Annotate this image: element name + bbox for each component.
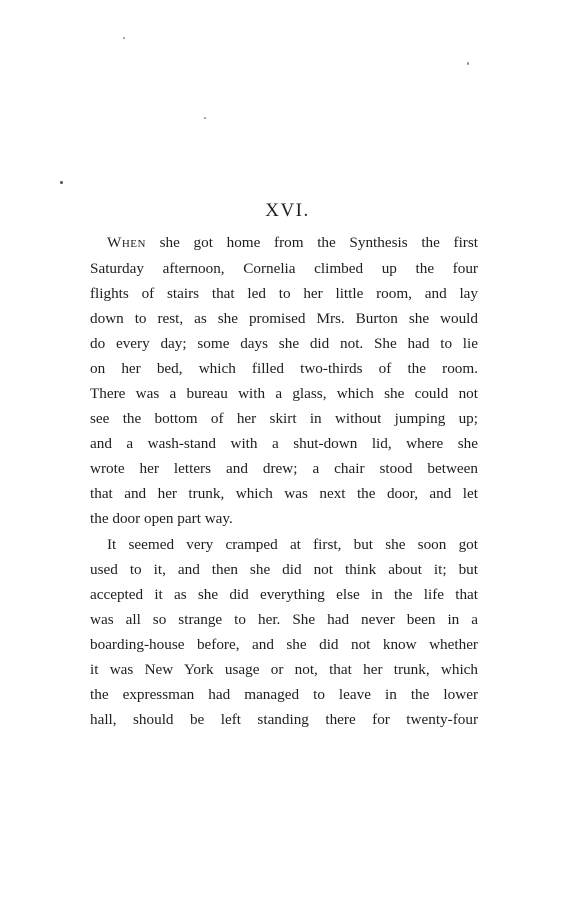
text-line: There was a bureau with a glass, which she could not [90, 385, 478, 402]
scan-speck [467, 62, 469, 65]
text-line: was all so strange to her. She had never been in a [90, 611, 478, 628]
text-line: Saturday afternoon, Cornelia climbed up the four [90, 260, 478, 277]
chapter-heading: XVI. [265, 200, 310, 221]
text-line: accepted it as she did everything else in the life that [90, 586, 478, 603]
text-line: see the bottom of her skirt in without jumping up; [90, 410, 478, 427]
scan-speck [60, 181, 63, 184]
text-line: flights of stairs that led to her little room, and lay [90, 285, 478, 302]
lead-word: When [107, 234, 146, 251]
text-line: used to it, and then she did not think about it; but [90, 561, 478, 578]
text-line: and a wash-stand with a shut-down lid, where she [90, 435, 478, 452]
text-line: on her bed, which filled two-thirds of the room. [90, 360, 478, 377]
text-line: the expressman had managed to leave in the lower [90, 686, 478, 703]
scan-speck [123, 37, 125, 39]
text-line: wrote her letters and drew; a chair stood between [90, 460, 478, 477]
text-line: do every day; some days she did not. She had to lie [90, 335, 478, 352]
text-line: boarding-house before, and she did not know whether [90, 636, 478, 653]
text-line: it was New York usage or not, that her trunk, which [90, 661, 478, 678]
text-line: It seemed very cramped at first, but she soon got [107, 536, 478, 553]
text-line: the door open part way. [90, 510, 233, 527]
scan-speck [204, 117, 206, 119]
text-line: hall, should be left standing there for twenty-four [90, 711, 478, 728]
text-line: down to rest, as she promised Mrs. Burton she would [90, 310, 478, 327]
text-line: When she got home from the Synthesis the first [107, 234, 478, 251]
text-line: that and her trunk, which was next the door, and let [90, 485, 478, 502]
